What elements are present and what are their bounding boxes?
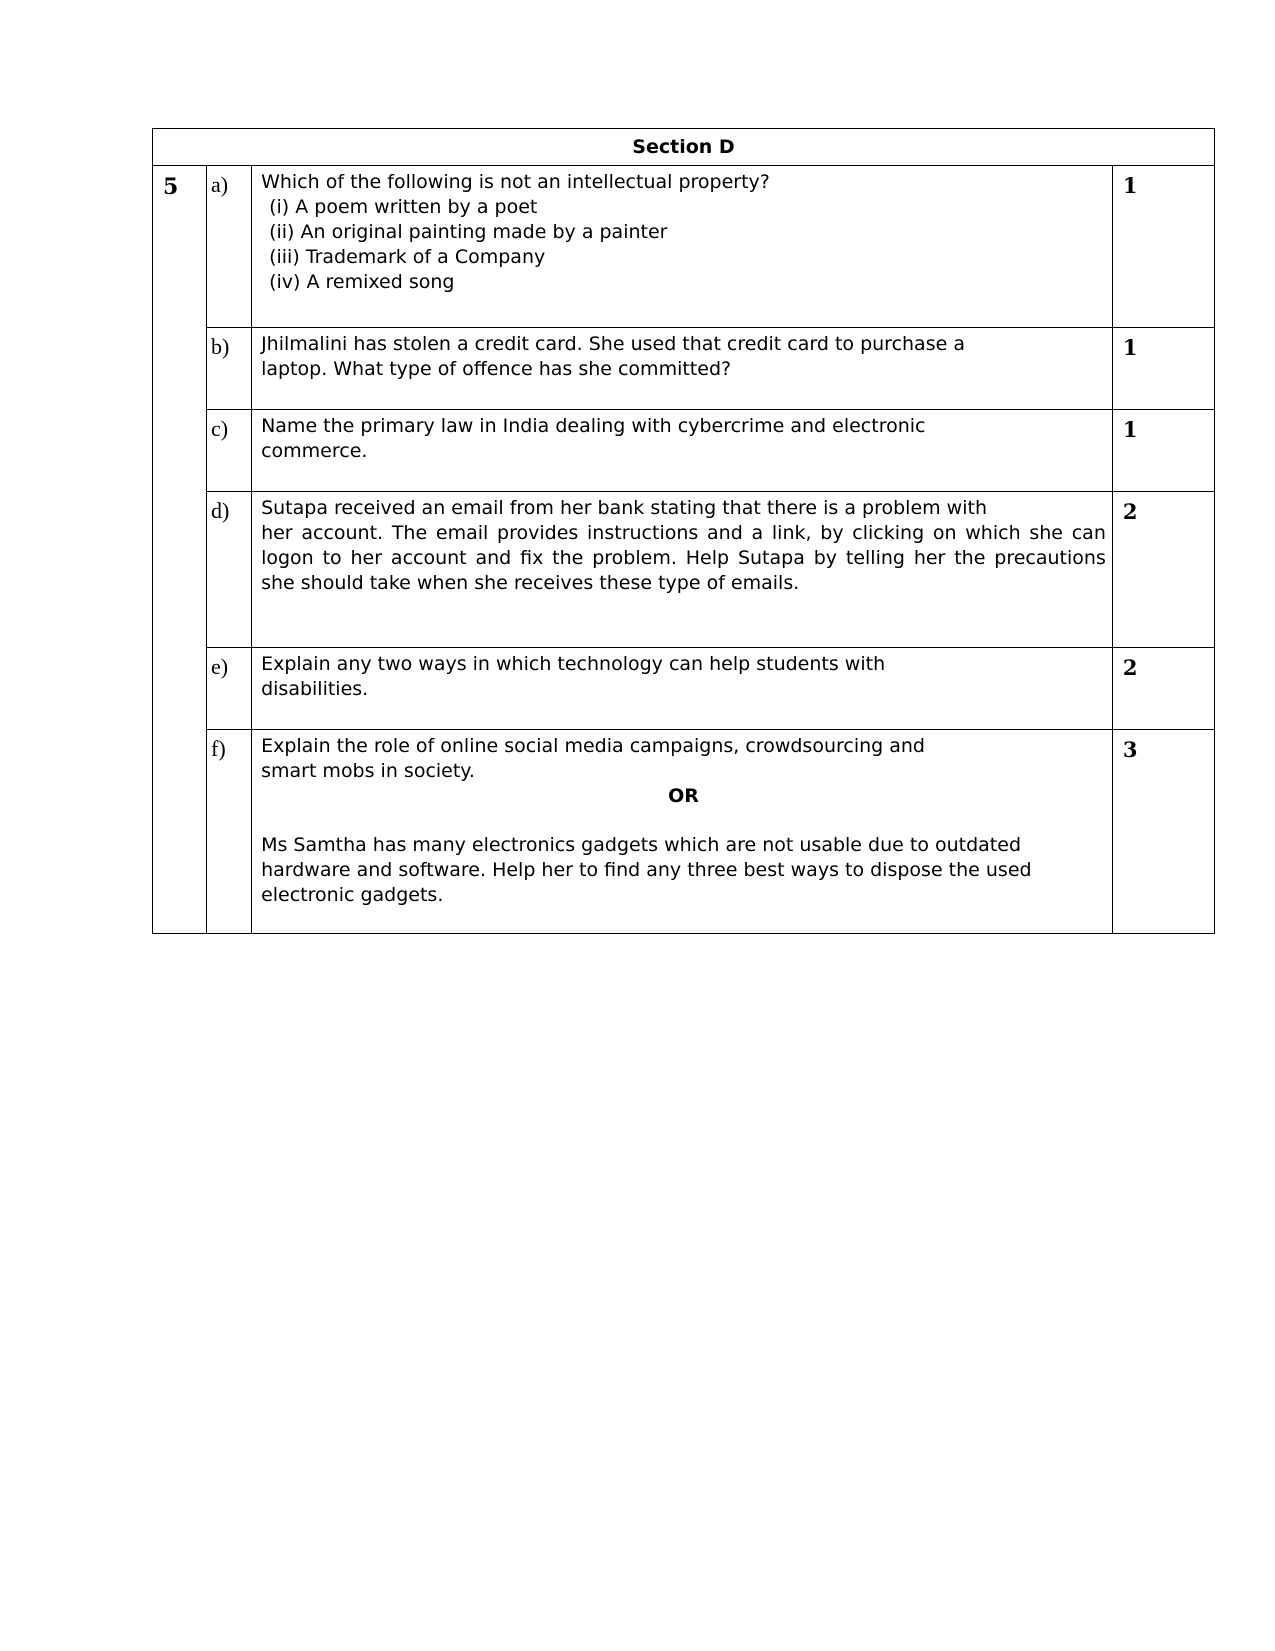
marks-e: 2 bbox=[1112, 648, 1214, 730]
question-text-f bbox=[252, 730, 1113, 934]
question-text-c bbox=[252, 410, 1113, 492]
question-text-a bbox=[252, 166, 1113, 328]
part-label-d: d) bbox=[207, 492, 252, 648]
question-row-d bbox=[153, 492, 1215, 648]
question-text-b bbox=[252, 328, 1113, 410]
marks-f: 3 bbox=[1112, 730, 1214, 934]
question-row-a bbox=[153, 166, 1215, 328]
part-label-a: a) bbox=[207, 166, 252, 328]
question-number: 5 bbox=[153, 166, 207, 934]
marks-b: 1 bbox=[1112, 328, 1214, 410]
option-iv: (iv) A remixed song bbox=[269, 271, 455, 293]
option-iii: (iii) Trademark of a Company bbox=[269, 246, 546, 268]
question-text-e bbox=[252, 648, 1113, 730]
or-separator: OR bbox=[668, 785, 699, 807]
question-line: smart mobs in society. bbox=[261, 760, 475, 782]
question-line: disabilities. bbox=[261, 678, 369, 700]
question-row-c bbox=[153, 410, 1215, 492]
marks-d: 2 bbox=[1112, 492, 1214, 648]
section-title: Section D bbox=[153, 129, 1215, 166]
question-table bbox=[152, 128, 1215, 934]
question-line: commerce. bbox=[261, 440, 368, 462]
alt-question-line: electronic gadgets. bbox=[261, 884, 444, 906]
alt-question-line: hardware and software. Help her to find any three best ways to dispose the used bbox=[261, 859, 1032, 881]
part-label-e: e) bbox=[207, 648, 252, 730]
question-paragraph: her account. The email provides instructions and a link, by clicking on which she can logon to her account and fix the problem. Help Sutapa by telling her the precautions she should take when she receives these type of emails. bbox=[261, 522, 1106, 594]
question-row-e bbox=[153, 648, 1215, 730]
marks-a: 1 bbox=[1112, 166, 1214, 328]
alt-question-line: Ms Samtha has many electronics gadgets which are not usable due to outdated bbox=[261, 834, 1022, 856]
question-row-b bbox=[153, 328, 1215, 410]
question-line: laptop. What type of offence has she committed? bbox=[261, 358, 732, 380]
option-ii: (ii) An original painting made by a painter bbox=[269, 221, 668, 243]
part-label-c: c) bbox=[207, 410, 252, 492]
question-line: Jhilmalini has stolen a credit card. She used that credit card to purchase a bbox=[261, 333, 965, 355]
option-i: (i) A poem written by a poet bbox=[269, 196, 538, 218]
question-line: Explain the role of online social media campaigns, crowdsourcing and bbox=[261, 735, 925, 757]
part-label-f: f) bbox=[207, 730, 252, 934]
question-line: Which of the following is not an intellectual property? bbox=[261, 171, 770, 193]
question-line: Name the primary law in India dealing with cybercrime and electronic bbox=[261, 415, 926, 437]
question-line: Sutapa received an email from her bank stating that there is a problem with bbox=[261, 497, 987, 519]
question-text-d bbox=[252, 492, 1113, 648]
marks-c: 1 bbox=[1112, 410, 1214, 492]
question-line: Explain any two ways in which technology can help students with bbox=[261, 653, 886, 675]
question-row-f bbox=[153, 730, 1215, 934]
part-label-b: b) bbox=[207, 328, 252, 410]
